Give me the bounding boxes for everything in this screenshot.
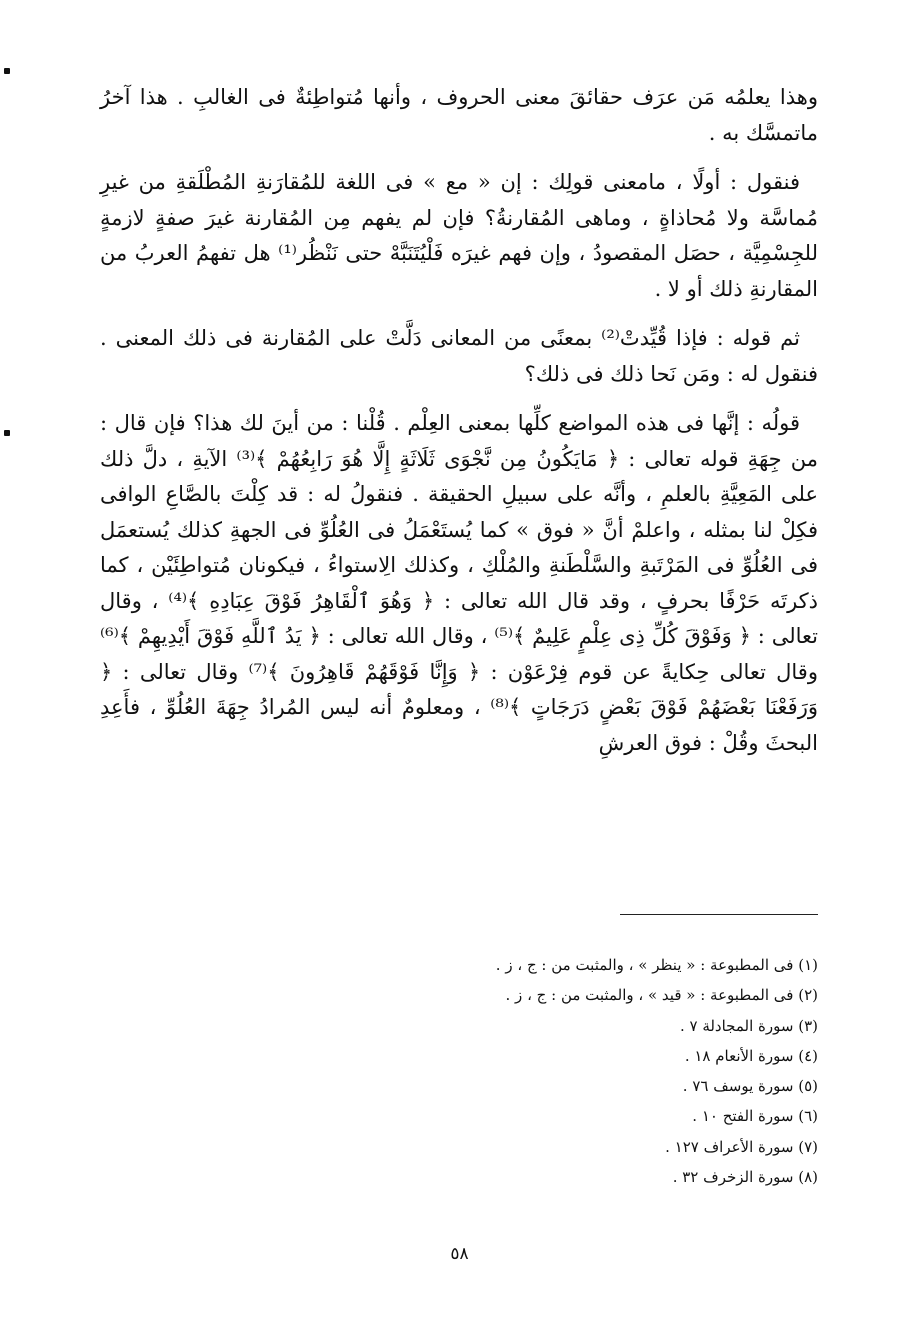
margin-mark <box>4 68 10 74</box>
footnotes <box>300 950 818 1192</box>
main-text <box>100 80 818 775</box>
footnote-divider <box>620 914 818 915</box>
paragraph-4: قولُه : إنَّها فى هذه المواضع كلِّها بمعنى العِلْم . قُلْنا : من أينَ لك هذا؟ فإن قال : من جِهَةِ قوله تعالى : ﴿ مَايَكُونُ مِن نَّجْوَى ثَلَاثَةٍ إِلَّا هُوَ رَابِعُهُمْ ﴾⁽³⁾ الآيةِ ، دلَّ ذلك على المَعِيَّةِ بالعلمِ ، وأنَّه على سبيلِ الحقيقة . فنقولُ له : قد كِلْتَ بالصَّاعِ الوافى فكِلْ لنا بمثله ، واعلمْ أنَّ « فوق » كما يُستَعْمَلُ فى العُلُوِّ فى الجهةِ كذلك يُستعمَل فى العُلُوِّ فى المَرْتَبةِ والسَّلْطَنةِ والمُلْكِ ، وكذلك الِاستواءُ ، فيكونان مُتواطِئَيْن ، كما ذكرتَه حَرْفًا بحرفٍ ، وقد قال الله تعالى : ﴿ وَهُوَ ٱلْقَاهِرُ فَوْقَ عِبَادِهِ ﴾⁽⁴⁾ ، وقال تعالى : ﴿ وَفَوْقَ كُلِّ ذِى عِلْمٍ عَلِيمٌ ﴾⁽⁵⁾ ، وقال الله تعالى : ﴿ يَدُ ٱللَّهِ فَوْقَ أَيْدِيهِمْ ﴾⁽⁶⁾ وقال تعالى حِكايةً عن قوم فِرْعَوْن : ﴿ وَإِنَّا فَوْقَهُمْ قَاهِرُونَ ﴾⁽⁷⁾ وقال تعالى : ﴿ وَرَفَعْنَا بَعْضَهُمْ فَوْقَ بَعْضٍ دَرَجَاتٍ ﴾⁽⁸⁾ ، ومعلومٌ أنه ليس المُرادُ جِهَةَ العُلُوِّ ، فأَعِدِ البحثَ وقُلْ : فوق العرشِ <box>100 411 818 755</box>
footnote-3: (٣) سورة المجادلة ٧ . <box>679 1016 818 1035</box>
margin-mark <box>4 430 10 436</box>
footnote-5: (٥) سورة يوسف ٧٦ . <box>682 1077 818 1096</box>
paragraph-2: فنقول : أولًا ، مامعنى قولِك : إن « مع » فى اللغة للمُقارَنةِ المُطْلَقةِ من غيرِ مُماسَّة ولا مُحاذاةٍ ، وماهى المُقارنةُ؟ فإن لم يفهم مِن المُقارنة غيرَ صفةٍ لازمةٍ للجِسْمِيَّة ، حصَل المقصودُ ، وإن فهم غيرَه فَلْيُتَنَبَّهْ حتى نَنْظُر⁽¹⁾ هل تفهمُ العربُ من المقارنةِ ذلك أو لا . <box>100 170 818 301</box>
footnote-8: (٨) سورة الزخرف ٣٢ . <box>672 1168 818 1187</box>
footnote-7: (٧) سورة الأعراف ١٢٧ . <box>665 1137 818 1156</box>
footnote-4: (٤) سورة الأنعام ١٨ . <box>684 1046 818 1065</box>
paragraph-3: ثم قوله : فإذا قُيِّدتْ⁽²⁾ بمعنًى من المعانى دَلَّتْ على المُقارنة فى ذلك المعنى . فنقول له : ومَن نَحا ذلك فى ذلك؟ <box>100 326 818 386</box>
footnote-1: (١) فى المطبوعة : « ينظر » ، والمثبت من : ج ، ز . <box>495 956 818 974</box>
paragraph-1: وهذا يعلمُه مَن عرَف حقائقَ معنى الحروف ، وأنها مُتواطِئةٌ فى الغالبِ . هذا آخرُ ماتمسَّك به . <box>100 85 818 145</box>
footnote-2: (٢) فى المطبوعة : « قيد » ، والمثبت من : ج ، ز . <box>505 986 818 1005</box>
page-number: ٥٨ <box>450 1244 469 1264</box>
footnote-6: (٦) سورة الفتح ١٠ . <box>692 1107 818 1126</box>
